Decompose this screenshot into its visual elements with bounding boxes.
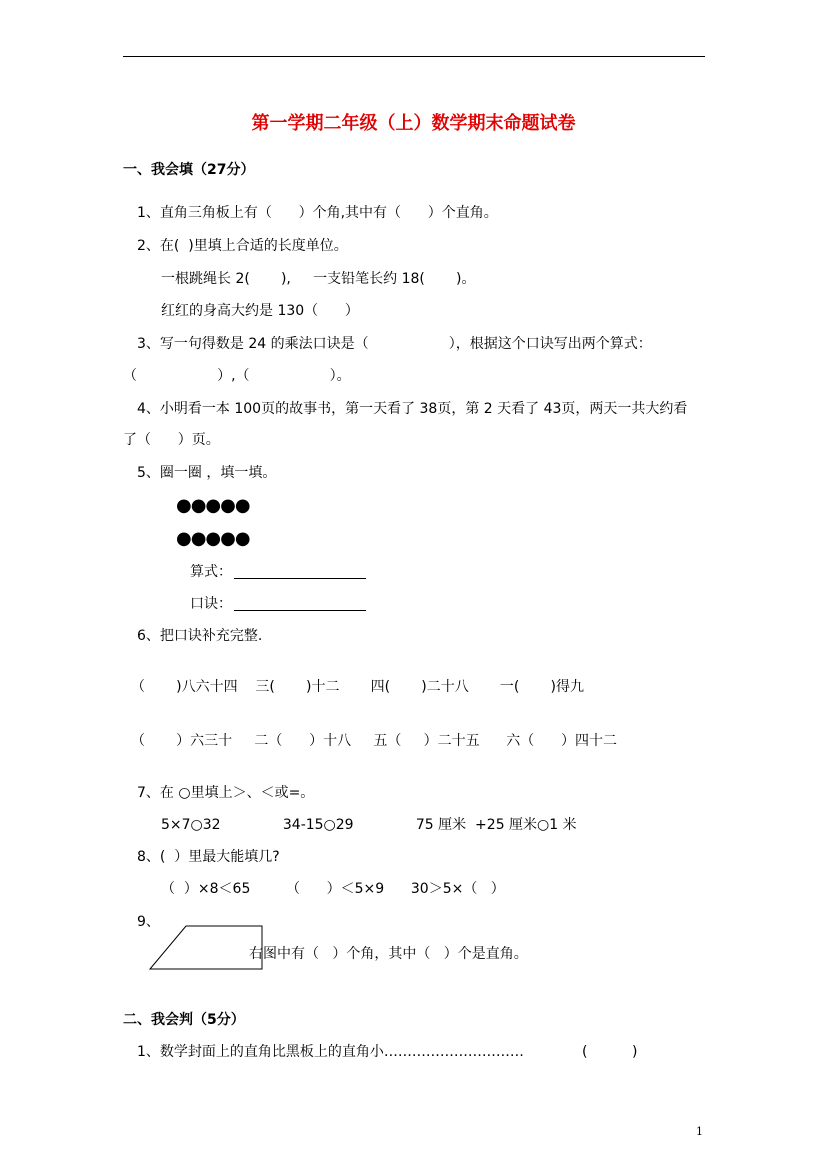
question-2-line-2: 红红的身高大约是 130（ ） [161,303,359,319]
parallelogram-figure [149,925,265,971]
question-6-row-1: （ )八六十四 三( )十二 四( )二十八 一( )得九 [131,679,584,695]
question-9-number: 9、 [137,914,160,930]
question-7: 7、在 ○里填上＞、＜或=。 [137,785,315,801]
question-2-line-1: 一根跳绳长 2( ), 一支铅笔长约 18( )。 [161,271,476,287]
formula-answer-line [234,578,366,579]
formula-label: 算式： [190,564,232,580]
section2-heading: 二、我会判（5分） [123,1012,245,1028]
question-3-line-1: 3、写一句得数是 24 的乘法口诀是（ ），根据这个口诀写出两个算式： [137,336,652,352]
question-5: 5、圈一圈 ，填一填。 [137,465,277,481]
question-4-line-1: 4、小明看一本 100页的故事书，第一天看了 38页，第 2 天看了 43页，两天一共大约看 [137,401,688,417]
judge-question-1-answer: ( ) [582,1044,638,1060]
section1-heading: 一、我会填（27分） [123,162,255,178]
dots-row-1: ●●●●● [176,495,250,516]
dots-row-2: ●●●●● [176,528,250,549]
page-number: 1 [696,1125,703,1138]
question-3-line-2: （ ）,（ ）。 [123,368,351,384]
question-4-line-2: 了（ ）页。 [123,432,220,448]
question-7-items: 5×7○32 34-15○29 75 厘米 +25 厘米○1 米 [161,817,577,833]
question-9-text: 右图中有（ ）个角，其中（ ）个是直角。 [249,946,528,962]
judge-question-1: 1、数学封面上的直角比黑板上的直角小………………………… [137,1044,524,1060]
question-6-row-2: （ ）六三十 二（ ）十八 五（ ）二十五 六（ ）四十二 [131,733,618,749]
header-rule [123,56,705,57]
rhyme-label: 口诀： [190,596,232,612]
page-title: 第一学期二年级（上）数学期末命题试卷 [251,113,576,134]
question-8: 8、( ）里最大能填几? [137,849,280,865]
question-6: 6、把口诀补充完整. [137,628,263,644]
question-1: 1、直角三角板上有（ ）个角,其中有（ ）个直角。 [137,205,498,221]
rhyme-answer-line [234,610,366,611]
question-2: 2、在( )里填上合适的长度单位。 [137,238,348,254]
question-8-items: （ ）×8＜65 （ ）＜5×9 30＞5×（ ） [161,881,505,897]
